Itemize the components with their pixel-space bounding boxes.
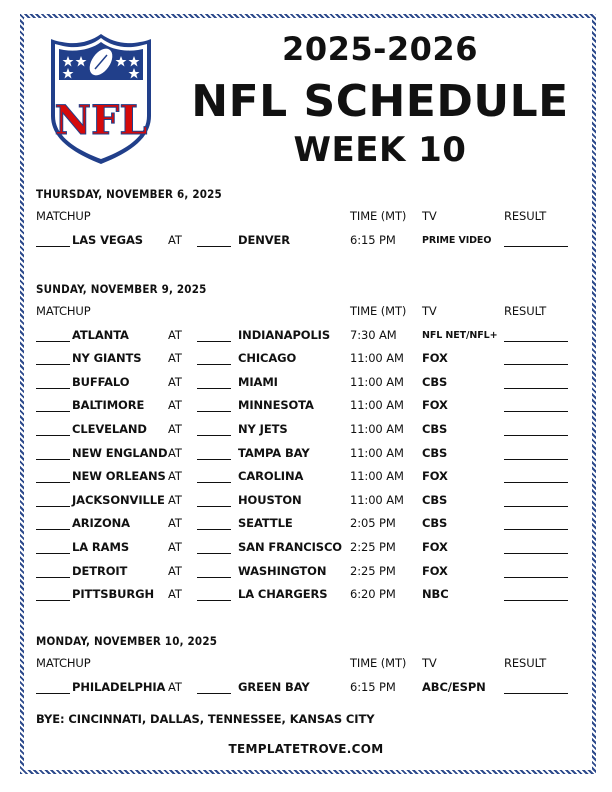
away-team: CLEVELAND [72,421,147,436]
tv-network: NBC [422,587,449,602]
game-time: 2:25 PM [350,539,396,554]
day-heading: THURSDAY, NOVEMBER 6, 2025 [36,187,222,201]
home-pick-blank[interactable] [197,388,231,389]
column-header-row [36,300,576,324]
page-title: NFL SCHEDULE [191,76,569,127]
game-row [36,536,576,560]
at-label: AT [168,516,182,531]
result-blank[interactable] [504,364,568,365]
at-label: AT [168,327,182,342]
at-label: AT [168,539,182,554]
tv-header: TV [422,656,437,670]
home-pick-blank[interactable] [197,693,231,694]
game-time: 6:15 PM [350,232,396,247]
result-blank[interactable] [504,553,568,554]
at-label: AT [168,421,182,436]
day-heading: SUNDAY, NOVEMBER 9, 2025 [36,282,207,296]
game-time: 6:15 PM [350,679,396,694]
game-time: 11:00 AM [350,445,404,460]
tv-network: NFL NET/NFL+ [422,329,498,341]
nfl-logo-text: NFL [54,97,148,144]
away-pick-blank[interactable] [36,411,70,412]
away-pick-blank[interactable] [36,506,70,507]
tv-network: CBS [422,516,448,531]
game-row [36,442,576,466]
tv-network: FOX [422,398,448,413]
at-label: AT [168,492,182,507]
tv-header: TV [422,304,437,318]
time-header: TIME (MT) [350,656,407,670]
home-pick-blank[interactable] [197,435,231,436]
home-team: SEATTLE [238,516,293,531]
game-time: 11:00 AM [350,351,404,366]
time-header: TIME (MT) [350,304,407,318]
away-team: BUFFALO [72,374,130,389]
away-pick-blank[interactable] [36,364,70,365]
home-team: GREEN BAY [238,679,310,694]
away-pick-blank[interactable] [36,435,70,436]
away-team: PITTSBURGH [72,587,154,602]
tv-network: PRIME VIDEO [422,234,492,246]
home-pick-blank[interactable] [197,246,231,247]
at-label: AT [168,587,182,602]
home-pick-blank[interactable] [197,459,231,460]
game-row [36,560,576,584]
home-pick-blank[interactable] [197,411,231,412]
away-pick-blank[interactable] [36,341,70,342]
at-label: AT [168,679,182,694]
game-row [36,371,576,395]
game-row [36,489,576,513]
away-team: ATLANTA [72,327,129,342]
game-row [36,583,576,607]
tv-network: CBS [422,374,448,389]
at-label: AT [168,374,182,389]
game-row [36,418,576,442]
footer-site: TEMPLATETROVE.COM [228,742,384,756]
result-blank[interactable] [504,600,568,601]
game-time: 2:05 PM [350,516,396,531]
home-team: CHICAGO [238,351,297,366]
tv-network: CBS [422,421,448,436]
day-section [36,630,576,699]
home-pick-blank[interactable] [197,341,231,342]
home-team: INDIANAPOLIS [238,327,331,342]
home-team: MINNESOTA [238,398,314,413]
away-pick-blank[interactable] [36,693,70,694]
at-label: AT [168,563,182,578]
home-pick-blank[interactable] [197,506,231,507]
away-pick-blank[interactable] [36,577,70,578]
at-label: AT [168,469,182,484]
game-row [36,465,576,489]
game-time: 2:25 PM [350,563,396,578]
tv-network: FOX [422,351,448,366]
result-blank[interactable] [504,459,568,460]
game-time: 7:30 AM [350,327,397,342]
column-header-row [36,652,576,676]
tv-header: TV [422,209,437,223]
tv-network: FOX [422,563,448,578]
home-team: DENVER [238,232,291,247]
day-section [36,183,576,252]
home-team: CAROLINA [238,469,304,484]
away-team: LAS VEGAS [72,232,143,247]
result-blank[interactable] [504,246,568,247]
game-row [36,324,576,348]
home-team: NY JETS [238,421,288,436]
home-pick-blank[interactable] [197,553,231,554]
result-blank[interactable] [504,529,568,530]
home-pick-blank[interactable] [197,364,231,365]
at-label: AT [168,351,182,366]
matchup-header: MATCHUP [36,209,91,223]
matchup-header: MATCHUP [36,304,91,318]
away-team: LA RAMS [72,539,130,554]
away-pick-blank[interactable] [36,553,70,554]
home-team: MIAMI [238,374,278,389]
tv-network: CBS [422,492,448,507]
result-blank[interactable] [504,411,568,412]
home-team: TAMPA BAY [238,445,310,460]
tv-network: ABC/ESPN [422,679,486,694]
at-label: AT [168,398,182,413]
home-team: LA CHARGERS [238,587,328,602]
away-team: BALTIMORE [72,398,145,413]
game-time: 6:20 PM [350,587,396,602]
game-row [36,676,576,700]
result-blank[interactable] [504,341,568,342]
day-heading: MONDAY, NOVEMBER 10, 2025 [36,634,218,648]
week-title: WEEK 10 [293,130,467,170]
away-pick-blank[interactable] [36,482,70,483]
result-blank[interactable] [504,577,568,578]
away-pick-blank[interactable] [36,388,70,389]
result-header: RESULT [504,656,547,670]
bye-teams: BYE: CINCINNATI, DALLAS, TENNESSEE, KANSAS CITY [36,712,375,726]
game-time: 11:00 AM [350,421,404,436]
home-pick-blank[interactable] [197,482,231,483]
matchup-header: MATCHUP [36,656,91,670]
game-row [36,394,576,418]
tv-network: CBS [422,445,448,460]
away-pick-blank[interactable] [36,246,70,247]
away-team: PHILADELPHIA [72,679,166,694]
away-team: NEW ORLEANS [72,469,166,484]
season-title: 2025-2026 [282,30,478,68]
day-section [36,278,576,607]
game-row [36,229,576,253]
away-team: JACKSONVILLE [72,492,165,507]
at-label: AT [168,445,182,460]
home-team: HOUSTON [238,492,302,507]
game-time: 11:00 AM [350,374,404,389]
home-pick-blank[interactable] [197,529,231,530]
result-blank[interactable] [504,482,568,483]
away-pick-blank[interactable] [36,459,70,460]
game-row [36,347,576,371]
away-team: NEW ENGLAND [72,445,168,460]
at-label: AT [168,232,182,247]
result-blank[interactable] [504,388,568,389]
result-blank[interactable] [504,693,568,694]
nfl-shield-logo [48,32,154,166]
home-pick-blank[interactable] [197,577,231,578]
game-time: 11:00 AM [350,469,404,484]
tv-network: FOX [422,539,448,554]
away-pick-blank[interactable] [36,600,70,601]
away-team: ARIZONA [72,516,130,531]
home-team: SAN FRANCISCO [238,539,342,554]
result-header: RESULT [504,304,547,318]
game-row [36,512,576,536]
away-team: DETROIT [72,563,128,578]
home-team: WASHINGTON [238,563,327,578]
game-time: 11:00 AM [350,492,404,507]
away-team: NY GIANTS [72,351,142,366]
away-pick-blank[interactable] [36,529,70,530]
result-header: RESULT [504,209,547,223]
tv-network: FOX [422,469,448,484]
result-blank[interactable] [504,506,568,507]
time-header: TIME (MT) [350,209,407,223]
column-header-row [36,205,576,229]
game-time: 11:00 AM [350,398,404,413]
result-blank[interactable] [504,435,568,436]
home-pick-blank[interactable] [197,600,231,601]
